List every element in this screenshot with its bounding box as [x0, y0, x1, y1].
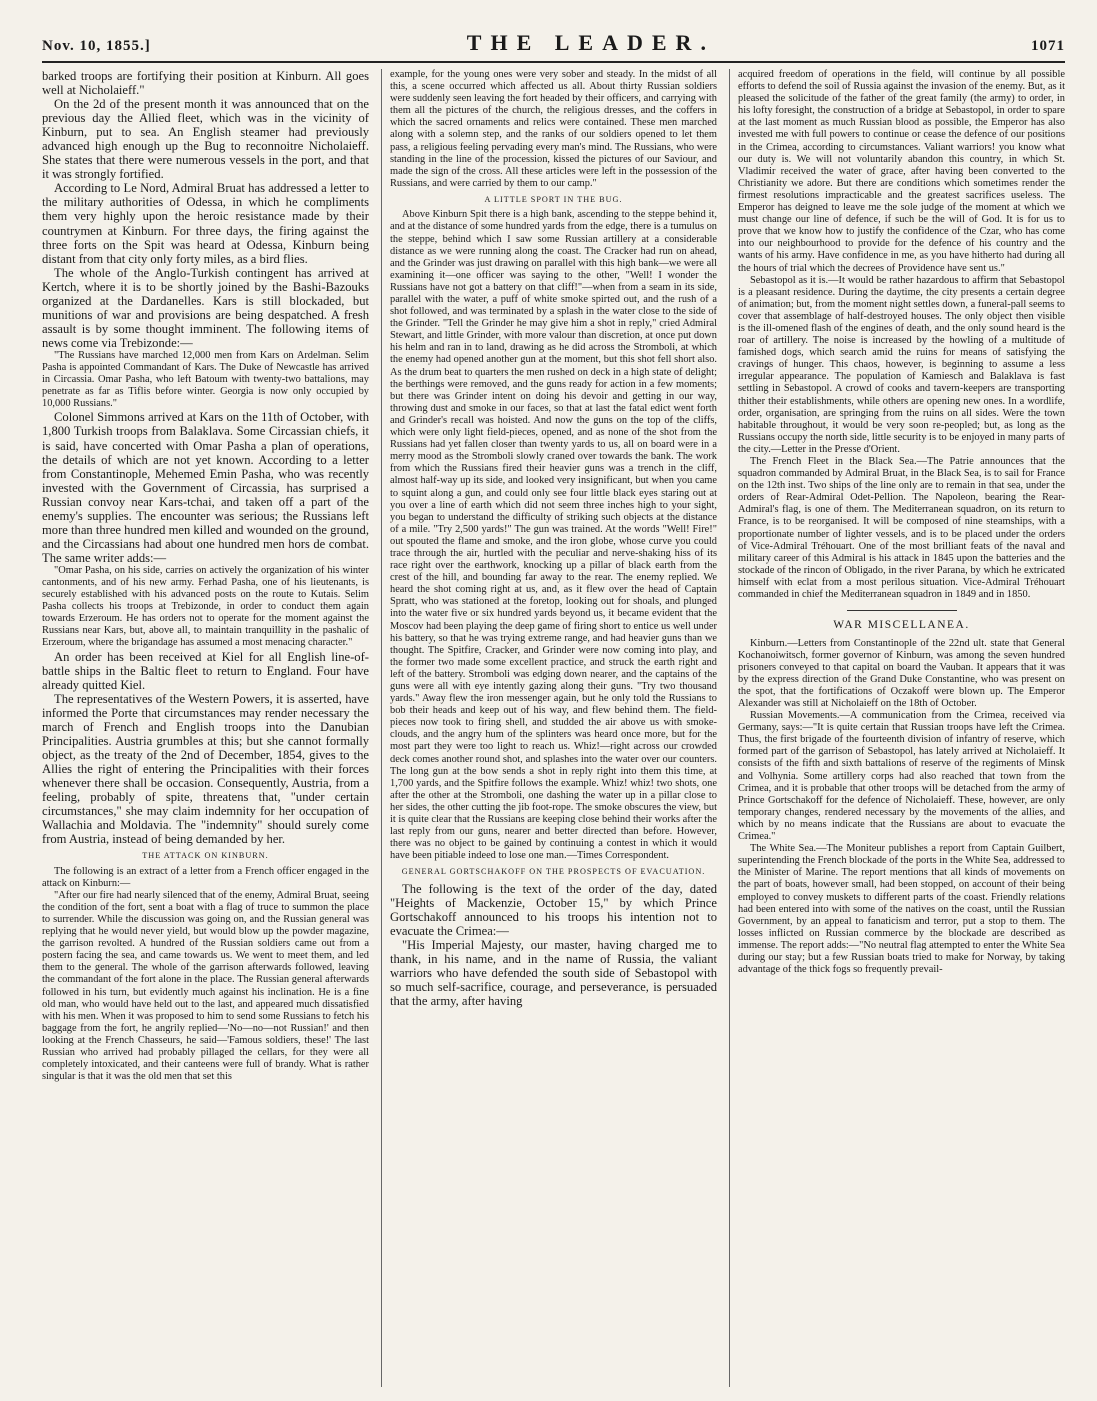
column-2 — [381, 69, 717, 1387]
quoted-paragraph: The following is an extract of a letter from a French officer engaged in the attack on Kinburn:— — [42, 865, 369, 889]
quoted-paragraph: The French Fleet in the Black Sea.—The Patrie announces that the squadron commanded by Admiral Bruat, in the Black Sea, is to sail for France on the 12th inst. Two ships of the line only are to remain in that sea, under the orders of Rear-Admiral Odet-Pellion. The Napoleon, bearing the Rear-Admiral's flag, is one of them. The Mediterranean squadron, on its return to France, is to be reorganised. It will be composed of nine steamships, with a proportionate number of lighter vessels, and is to be placed under the orders of Vice-Admiral Tréhouart. One of the most brilliant feats of the naval and military career of this Admiral is his attack in 1845 upon the batteries and the stockade of the rincon of Obligado, in the river Parana, by which he extricated himself with eclat from a most perilous situation. Vice-Admiral Tréhouart commanded in chief the Mediterranean squadron in 1849 and in 1850. — [738, 456, 1065, 601]
newspaper-title: THE LEADER. — [466, 30, 715, 55]
section-heading: WAR MISCELLANEA. — [833, 619, 970, 632]
quoted-paragraph: acquired freedom of operations in the field, will continue by all possible efforts to defend the soil of Russia against the invasion of the enemy. But, as it pleased the solicitude of the father of the great family (the army) to order, in his lofty foresight, the construction of a bridge at Sebastopol, in order to spare at the last moment as much Russian blood as possible, the Emperor has also invested me with full powers to continue or cease the defence of our positions in the Crimea, according to circumstances. Valiant warriors! you know what our duty is. We will not voluntarily abandon this country, in which St. Vladimir received the water of grace, after having been converted to the Christianity we adore. But there are conditions which sometimes render the firmest resolutions impracticable and the greatest sacrifices useless. The Emperor has deigned to leave me the sole judge of the moment at which we must change our line of defence, if such be the will of God. It is for us to prove that we know how to justify the confidence of the Czar, who has come into our neighbourhood to provide for the defence of his country and the wants of his army. Have confidence in me, as you have hitherto had during all the hours of trial which the decrees of Providence have sent us." — [738, 69, 1065, 274]
paragraph: The whole of the Anglo-Turkish contingent has arrived at Kertch, where it is to be shortly joined by the Bashi-Bazouks organized at the Dardanelles. Kars is still blockaded, but munitions of war and provisions are being despatched. A fresh assault is by some thought imminent. The following items of news come via Trebizonde:— — [42, 265, 369, 350]
quoted-paragraph: "The Russians have marched 12,000 men from Kars on Ardelman. Selim Pasha is appointed Commandant of Kars. The Duke of Newcastle has arrived in Circassia. Omar Pasha, who left Batoum with twenty-two battalions, may penetrate as far as Tiflis before winter. Georgia is now only occupied by 10,000 Russians." — [42, 349, 369, 410]
paragraph: barked troops are fortifying their position at Kinburn. All goes well at Nicholaieff." — [42, 69, 369, 98]
paragraph: Colonel Simmons arrived at Kars on the 11th of October, with 1,800 Turkish troops from Balaklava. Some Circassian chiefs, it is said, have concerted with Omar Pasha a plan of operations, the details of which are not yet known. According to a letter from Constantinople, Mehemed Emin Pasha, who was recently invested with the Government of Circassia, has surprised a Russian convoy near Kars-tchai, and taken off a part of the enemy's supplies. The encounter was serious; the Russians left more than three hundred men killed and wounded on the ground, and the Circassians had about one hundred men hors de combat. The same writer adds:— — [42, 410, 369, 565]
paragraph: On the 2d of the present month it was announced that on the previous day the Allied fleet, which was in the vicinity of Kinburn, put to sea. An English steamer had previously advanced high enough up the Bug to reconnoitre Nicholaieff. She states that there were numerous vessels in the port, and that it was strongly fortified. — [42, 97, 369, 182]
paragraph: The following is the text of the order of the day, dated "Heights of Mackenzie, October 15," by which Prince Gortschakoff announced to his troops his intention not to evacuate the Crimea:— — [390, 881, 717, 938]
large-text-block — [42, 69, 369, 350]
large-text-block — [42, 650, 369, 847]
quoted-paragraph: "After our fire had nearly silenced that of the enemy, Admiral Bruat, seeing the condition of the fort, sent a boat with a flag of truce to summon the place to surrender. While the discussion was going on, and the Russian general was replying that he would never yield, but would blow up the powder magazine, the garrison revolted. A hundred of the Russian soldiers came out from a postern facing the sea, and came towards us. We went to meet them, and led them to the general. The whole of the garrison afterwards followed, leaving the commandant of the fort alone in the place. The Russian general afterwards followed in his turn, but evidently much against his inclination. He is a fine old man, who would have held out to the last, and appeared much dissatisfied with his men. When it was proposed to him to send some Russians to fetch his baggage from the fort, he angrily replied—'No—no—not Russian!' and then looking at the French Chasseurs, he said—'Famous soldiers, these!' The last Russian who arrived had probably pillaged the cellars, for they were all completely intoxicated, and their canteens were full of brandy. What is rather singular is that it was the old men that set this — [42, 889, 369, 1083]
paragraph: "His Imperial Majesty, our master, having charged me to thank, in his name, and in the name of Russia, the valiant warriors who have defended the south side of Sebastopol with so much self-sacrifice, courage, and perseverance, is persuaded that the army, after having — [390, 938, 717, 1009]
section-heading: THE ATTACK ON KINBURN. — [142, 851, 269, 861]
column-3 — [729, 69, 1065, 1387]
large-text-block — [42, 410, 369, 565]
quoted-paragraph: example, for the young ones were very sober and steady. In the midst of all this, a scene occurred which affected us all. About thirty Russian soldiers were suddenly seen leaving the fort headed by their officers, and carrying with them all the pictures of the church, the religious dresses, and the coffers in which the sacred ornaments and relics were contained. These men marched along with a solemn step, and the ranks of our soldiers opened to let them pass, a religious feeling pervading every man's mind. The Russians, who were standing in the line of the procession, kissed the pictures of our Saviour, and made the sign of the cross. All these articles were left in the possession of the Russians, and were carried by them to our camp." — [390, 69, 717, 189]
issue-date: Nov. 10, 1855.] — [42, 38, 151, 54]
section-heading: A LITTLE SPORT IN THE BUG. — [484, 194, 623, 204]
section-heading: GENERAL GORTSCHAKOFF ON THE PROSPECTS OF EVACUATION. — [401, 867, 706, 877]
large-text-block — [390, 882, 717, 1008]
quoted-paragraph: "Omar Pasha, on his side, carries on actively the organization of his winter cantonments, and of his new army. Ferhad Pasha, one of his lieutenants, is securely established with his advanced posts on the route to Kutais. Selim Pasha collects his troops at Trebizonde, in order to conduct them again towards Erzeroum. He has orders not to operate for the moment against the Russians near Kars, but, above all, to maintain tranquillity in the pashalic of Erzeroum, where the brigandage has assumed a most menacing character." — [42, 564, 369, 649]
section-divider — [847, 610, 957, 611]
paragraph: According to Le Nord, Admiral Bruat has addressed a letter to the military authorities of Odessa, in which he compliments them very highly upon the heroic resistance made by their countrymen at Kinburn. For three days, the firing against the three forts on the Spit was heard at Odessa, Kinburn being distant from that city only forty miles, as a bird flies. — [42, 181, 369, 266]
column-1 — [42, 69, 369, 1387]
quote-block — [738, 638, 1065, 977]
quote-block — [390, 69, 717, 190]
quoted-paragraph: Kinburn.—Letters from Constantinople of the 22nd ult. state that General Kochanoiwitsch, former governor of Kinburn, was among the seven hundred prisoners conveyed to that capital on board the Vauban. It appears that it was by the express direction of the Grand Duke Constantine, who was present on the spot, that the fortifications of Oczakoff were blown up. The Emperor Alexander was still at Nicholaieff on the 18th of October. — [738, 637, 1065, 709]
article-columns — [42, 69, 1065, 1387]
masthead — [42, 30, 1065, 63]
quote-block — [42, 350, 369, 410]
paragraph: An order has been received at Kiel for all English line-of-battle ships in the Baltic fleet to return to England. Four have already quitted Kiel. — [42, 649, 369, 692]
quote-block — [42, 866, 369, 1084]
paragraph: The representatives of the Western Powers, it is asserted, have informed the Porte that circumstances may render necessary the march of French and English troops into the Danubian Principalities. Austria grumbles at this; but she cannot formally object, as the treaty of the 2nd of December, 1854, gives to the Allies the right of entering the Principalities with their forces whenever there shall be occasion. Consequently, Austria, from a feeling, probably of spite, threatens that, "under certain circumstances," she may claim indemnity for her occupation of Wallachia and Moldavia. The "indemnity" should surely come from Austria, instead of being demanded by her. — [42, 691, 369, 847]
quote-block — [42, 565, 369, 650]
quoted-paragraph: Russian Movements.—A communication from the Crimea, received via Germany, says:—"It is quite certain that Russian troops have left the Crimea. Thus, the first brigade of the fourteenth division of infantry of reserve, which formed part of the garrison of Sebastopol, has lately arrived at Nicholaieff. It consists of the fifth and sixth battalions of reserve of the regiments of Minsk and Volhynia. Some artillery corps had also reached that town from the Crimea, and it is probable that other troops will be detached from the army of Prince Gortschakoff for the defence of Nicholaieff. These, however, are only temporary changes, rendered necessary by the movements of the allies, and which by no means indicate that the Russians are about to evacuate the Crimea." — [738, 710, 1065, 843]
quoted-paragraph: The White Sea.—The Moniteur publishes a report from Captain Guilbert, superintending the French blockade of the ports in the White Sea, addressed to the Minister of Marine. The report mentions that all kinds of movements on the part of boats, however small, had been stopped, on account of their being employed to convey muskets to different parts of the coast. Friendly relations had been entered into with some of the natives on the coast, until the Russian Government, by an appeal to fanaticism and terror, put a stop to them. The losses inflicted on Russian commerce by the blockade are described as immense. The report adds:—"No neutral flag attempted to enter the White Sea during our stay; but a few Russian boats tried to make for Norway, by taking advantage of the thick fogs so frequently prevail- — [738, 843, 1065, 976]
quoted-paragraph: Sebastopol as it is.—It would be rather hazardous to affirm that Sebastopol is a pleasant residence. During the daytime, the city presents a certain degree of animation; but, from the moment night settles down, a funeral-pall seems to cover that assemblage of half-destroyed houses. The only object then visible is the ill-omened flash of the engines of death, and the only sound heard is the roar of artillery. The noise is increased by the howling of a multitude of famished dogs, which search amid the ruins for means of satisfying the cravings of hunger. This chaos, however, is beginning to assume a less irregular appearance. The population of Kamiesch and Balaklava is fast settling in Sebastopol. A crowd of cooks and tavern-keepers are transporting thither their establishments, while others are opening new ones. In a wordlife, order, organisation, are springing from the ruins on all sides. Were the town habitable throughout, it would be very soon re-peopled; but, as long as the Russians occupy the north side, little security is to be enjoyed in many parts of the city.—Letter in the Presse d'Orient. — [738, 274, 1065, 455]
quote-block — [390, 209, 717, 862]
quoted-paragraph: Above Kinburn Spit there is a high bank, ascending to the steppe behind it, and at the distance of some hundred yards from the edge, there is a tumulus on the steppe, behind which I saw some Russian artillery at a considerable distance as we were running along the coast. The Cracker had run on ahead, and the Grinder was just drawing on parallel with this high bank—we were all examining it—one officer was saying to the other, "Well! I wonder the Russians have not got a battery on that cliff!"—when from a seam in its side, parallel with the water, a puff of white smoke spirted out, and the rush of a shot followed, and was terminated by a splash in the water close to the side of the Grinder. "Tell the Grinder he may give him a shot in reply," cried Admiral Stewart, and little Grinder, with more valour than discretion, at once put down his helm and ran in to land, drawing as he did across the Stromboli, at which the enemy had opened another gun at the moment, but this shot fell short also. As the drum beat to quarters the men rushed on deck in a high state of delight; the berthings were removed, and the guns ready for action in a few moments; but there was Grinder intent on doing his devoir and getting in our way, throwing dust and smoke in our faces, so that at last the fatal edict went forth and Grinder's recall was hoisted. And now the guns on the top of the cliffs, which were only light field-pieces, opened, and as none of the shot from the Russians had yet fallen closer than twenty yards to us, all on board were in a merry mood as the Stromboli slowly craned over towards the bank. The work from which the Russians fired their heavier guns was a trench in the cliff, almost half-way up its side, and looked very insignificant, but when you came to squint along a gun, and could only see four little black eyes staring out at you over a line of earth which did not seem three inches high to your sight, you began to understand the difficulty of striking such objects at the distance of a mile. "Try 2,500 yards!" The gun was trained. At the words "Well! Fire!" out spouted the flame and smoke, and the iron globe, whose curve you could trace through the air, hurtled with the peculiar and nerve-shaking hiss of its race right over the earthwork, knocking up a pillar of black earth from the crest of the hill, and bounding far away to the rear. The enemy replied. We heard the shot coming right at us, and, as it flew over the head of Captain Spratt, who was stationed at the foretop, looking out for shoals, and plunged into the water five or six hundred yards beyond us, it became evident that the Moscov had been playing the deep game of firing short to entice us well under his battery, so that he was trying extreme range, and had heavier guns than we thought. The Spitfire, Cracker, and Grinder were now coming into play, and the former two made some excellent practice, and struck the earth right and left of the battery. Stromboli was edging down nearer, and the captains of the guns were all with eye intently gazing along their guns. "Try two thousand yards." Away flew the iron messenger again, but he only told the Russians to bob their heads and keep out of his way, and flew behind them. The field-pieces now took to firing shell, and studded the air above us with smoke-clouds, and the angry hum of the splinters was heard once more, but for the most part they were too light to reach us. Whiz!—right across our crowded deck comes another round shot, and splashes into the water over our counters. The long gun at the bow sends a shot in reply right into them this time, at 1,700 yards, and the Spitfire follows the example. Whiz! whiz! two shots, one after the other at the Stromboli, one dashing the water up in a pillar close to her sides, the other cutting the jib foot-rope. The smoke obscures the view, but it is quite clear that the Russians are keeping close behind their works after the last reply from our guns, nearer and better directed than before. However, there was no object to be gained by continuing a contest in which it would have been pitiable indeed to lose one man.—Times Correspondent. — [390, 209, 717, 862]
page-number: 1071 — [1031, 38, 1065, 54]
quote-block — [738, 69, 1065, 601]
